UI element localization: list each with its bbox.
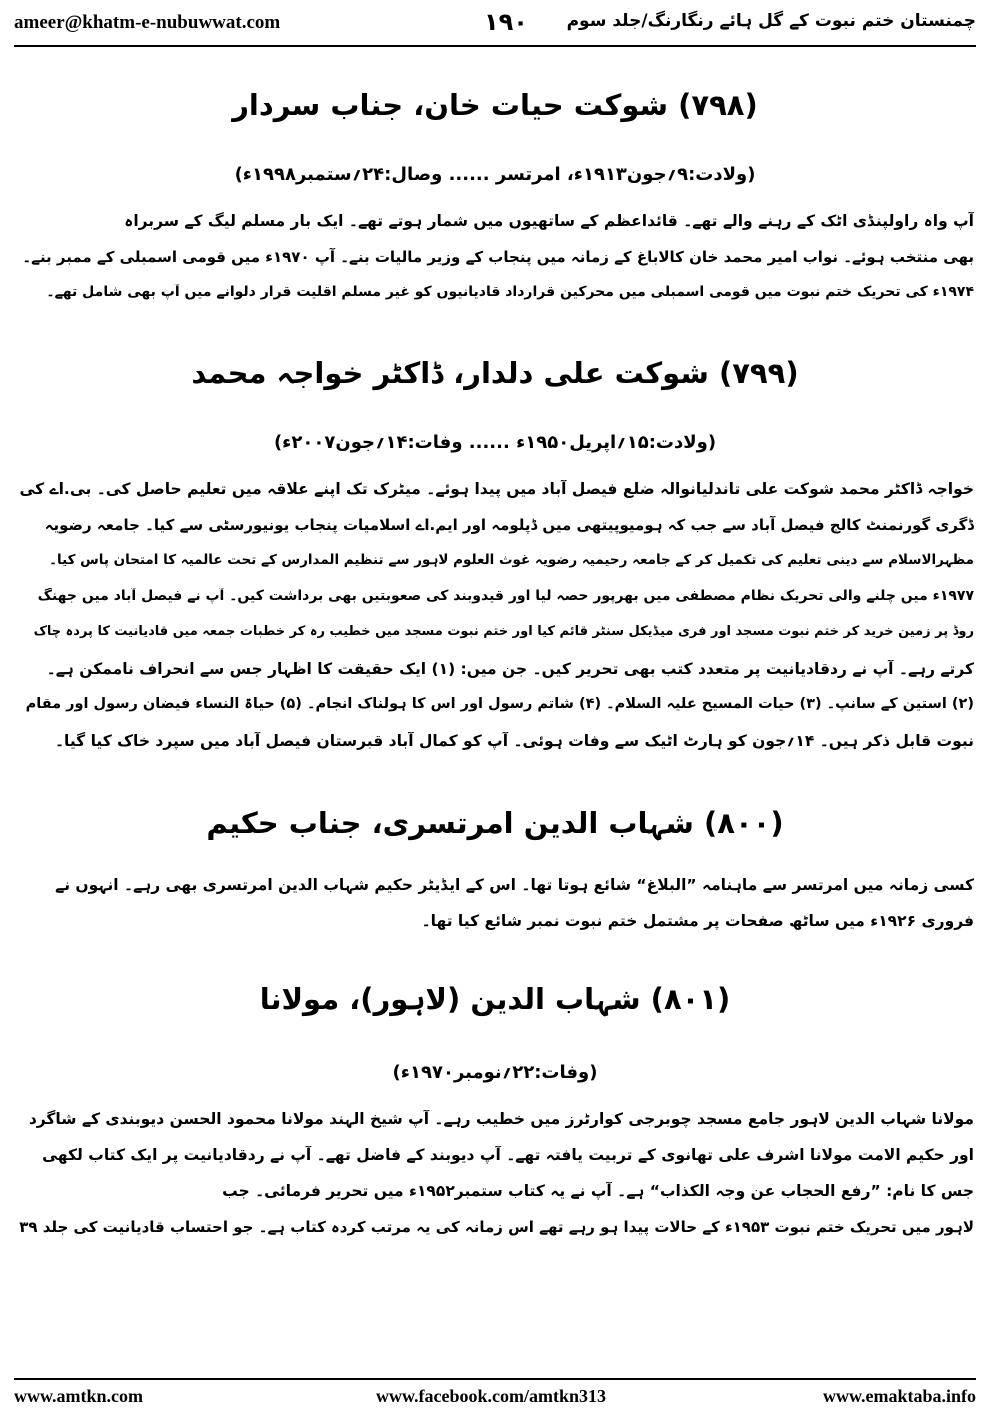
entry-799-line-2: ڈگری گورنمنٹ کالج فیصل آباد سے جب کہ ہومیوپیتھی میں ڈپلومہ اور ایم.اے اسلامیات پنجاب یونیورسٹی سے کیا۔ جامعہ رضویہ <box>44 516 974 534</box>
header-divider <box>14 45 976 47</box>
entry-799-line-5: روڈ پر زمین خرید کر ختم نبوت مسجد اور فری میڈیکل سنٹر قائم کیا اور ختم نبوت مسجد میں خطیب رہ کر خطبات جمعہ میں قادیانیت کا پردہ چاک <box>33 624 974 639</box>
page-footer <box>14 1384 976 1414</box>
entry-800-title: (۸۰۰) شہاب الدین امرتسری، جناب حکیم <box>206 806 784 840</box>
entry-801-line-1: مولانا شہاب الدین لاہور جامع مسجد چوبرجی کوارٹرز میں خطیب رہے۔ آپ شیخ الہند مولانا محمود الحسن دیوبندی کے شاگرد <box>28 1110 974 1128</box>
entry-798-dates: (ولادت:۹؍جون۱۹۱۳ء، امرتسر ...... وصال:۲۴؍ستمبر۱۹۹۸ء) <box>234 164 756 185</box>
footer-divider <box>14 1378 976 1380</box>
page-number: ۱۹۰ <box>484 8 528 36</box>
footer-link-emaktaba[interactable]: www.emaktaba.info <box>822 1386 976 1406</box>
entry-801-title: (۸۰۱) شہاب الدین (لاہور)، مولانا <box>259 982 731 1016</box>
page-header <box>14 6 976 44</box>
entry-799-title: (۷۹۹) شوکت علی دلدار، ڈاکٹر خواجہ محمد <box>191 356 799 390</box>
footer-link-amtkn[interactable]: www.amtkn.com <box>14 1386 143 1406</box>
entry-801-line-3: جس کا نام: ”رفع الحجاب عن وجہ الکذاب“ ہے۔ آپ نے یہ کتاب ستمبر۱۹۵۲ء میں تحریر فرمائی۔ جب <box>222 1182 974 1200</box>
entry-799-line-4: ۱۹۷۷ء میں چلنے والی تحریک نظام مصطفی میں بھرپور حصہ لیا اور قیدوبند کی صعوبتیں بھی برداشت کیں۔ آپ نے فیصل آباد میں جھنگ <box>37 588 974 604</box>
entry-799-line-6: کرتے رہے۔ آپ نے ردقادیانیت پر متعدد کتب بھی تحریر کیں۔ جن میں: (۱) ایک حقیقت کا اظہار جس سے انحراف ناممکن ہے۔ <box>46 660 974 678</box>
entry-800-line-1: کسی زمانہ میں امرتسر سے ماہنامہ ”البلاغ“ شائع ہوتا تھا۔ اس کے ایڈیٹر حکیم شہاب الدین امرتسری بھی رہے۔ انہوں نے <box>55 876 974 894</box>
entry-801-line-2: اور حکیم الامت مولانا اشرف علی تھانوی کے تربیت یافتہ تھے۔ آپ دیوبند کے فاضل تھے۔ آپ نے ردقادیانیت پر ایک کتاب لکھی <box>42 1146 974 1164</box>
entry-799-line-8: نبوت قابل ذکر ہیں۔ ۱۴؍جون کو ہارٹ اٹیک سے وفات ہوئی۔ آپ کو کمال آباد قبرستان فیصل آباد میں سپرد خاک کیا گیا۔ <box>54 732 974 750</box>
header-email: ameer@khatm-e-nubuwwat.com <box>14 12 281 33</box>
entry-800-line-2: فروری ۱۹۲۶ء میں ساٹھ صفحات پر مشتمل ختم نبوت نمبر شائع کیا تھا۔ <box>421 912 974 930</box>
entry-799-line-3: مظہرالاسلام سے دینی تعلیم کی تکمیل کر کے جامعہ رحیمیہ رضویہ غوث العلوم لاہور سے تنظیم المدارس کے تحت عالمیہ کا امتحان پاس کیا۔ <box>49 552 974 568</box>
entry-799-line-1: خواجہ ڈاکٹر محمد شوکت علی تاندلیانوالہ ضلع فیصل آباد میں پیدا ہوئے۔ میٹرک تک اپنے علاقہ میں تعلیم حاصل کی۔ بی.اے کی <box>19 480 974 498</box>
entry-799-line-7: (۲) آستین کے سانپ۔ (۳) حیات المسیح علیہ السلام۔ (۴) شاتم رسول اور اس کا ہولناک انجام۔ (۵) حیاۃ النساء فیضان رسول اور مقام <box>25 696 974 712</box>
entry-798-title: (۷۹۸) شوکت حیات خان، جناب سردار <box>232 88 758 122</box>
footer-link-facebook[interactable]: www.facebook.com/amtkn313 <box>376 1386 606 1406</box>
book-title: چمنستان ختم نبوت کے گل ہائے رنگارنگ/جلد سوم <box>566 11 976 31</box>
entry-801-dates: (وفات:۲۲؍نومبر۱۹۷۰ء) <box>392 1062 598 1083</box>
entry-798-line-1: آپ واہ راولپنڈی اٹک کے رہنے والے تھے۔ قائداعظم کے ساتھیوں میں شمار ہوتے تھے۔ ایک بار مسلم لیگ کے سربراہ <box>124 212 974 230</box>
entry-798-line-2: بھی منتخب ہوئے۔ نواب امیر محمد خان کالاباغ کے زمانہ میں پنجاب کے وزیر مالیات بنے۔ آپ ۱۹۷۰ء میں قومی اسمبلی کے ممبر بنے۔ <box>22 248 974 266</box>
entry-799-dates: (ولادت:۱۵؍اپریل۱۹۵۰ء ...... وفات:۱۴؍جون۲۰۰۷ء) <box>273 432 717 453</box>
entry-798-line-3: ۱۹۷۴ء کی تحریک ختم نبوت میں قومی اسمبلی میں محرکین قرارداد قادیانیوں کو غیر مسلم اقلیت قرار دلوانے میں آپ بھی شامل تھے۔ <box>46 284 974 300</box>
entry-801-line-4: لاہور میں تحریک ختم نبوت ۱۹۵۳ء کے حالات پیدا ہو رہے تھے اس زمانہ کی یہ مرتب کردہ کتاب ہے۔ جو احتساب قادیانیت کی جلد ۳۹ <box>19 1218 974 1236</box>
